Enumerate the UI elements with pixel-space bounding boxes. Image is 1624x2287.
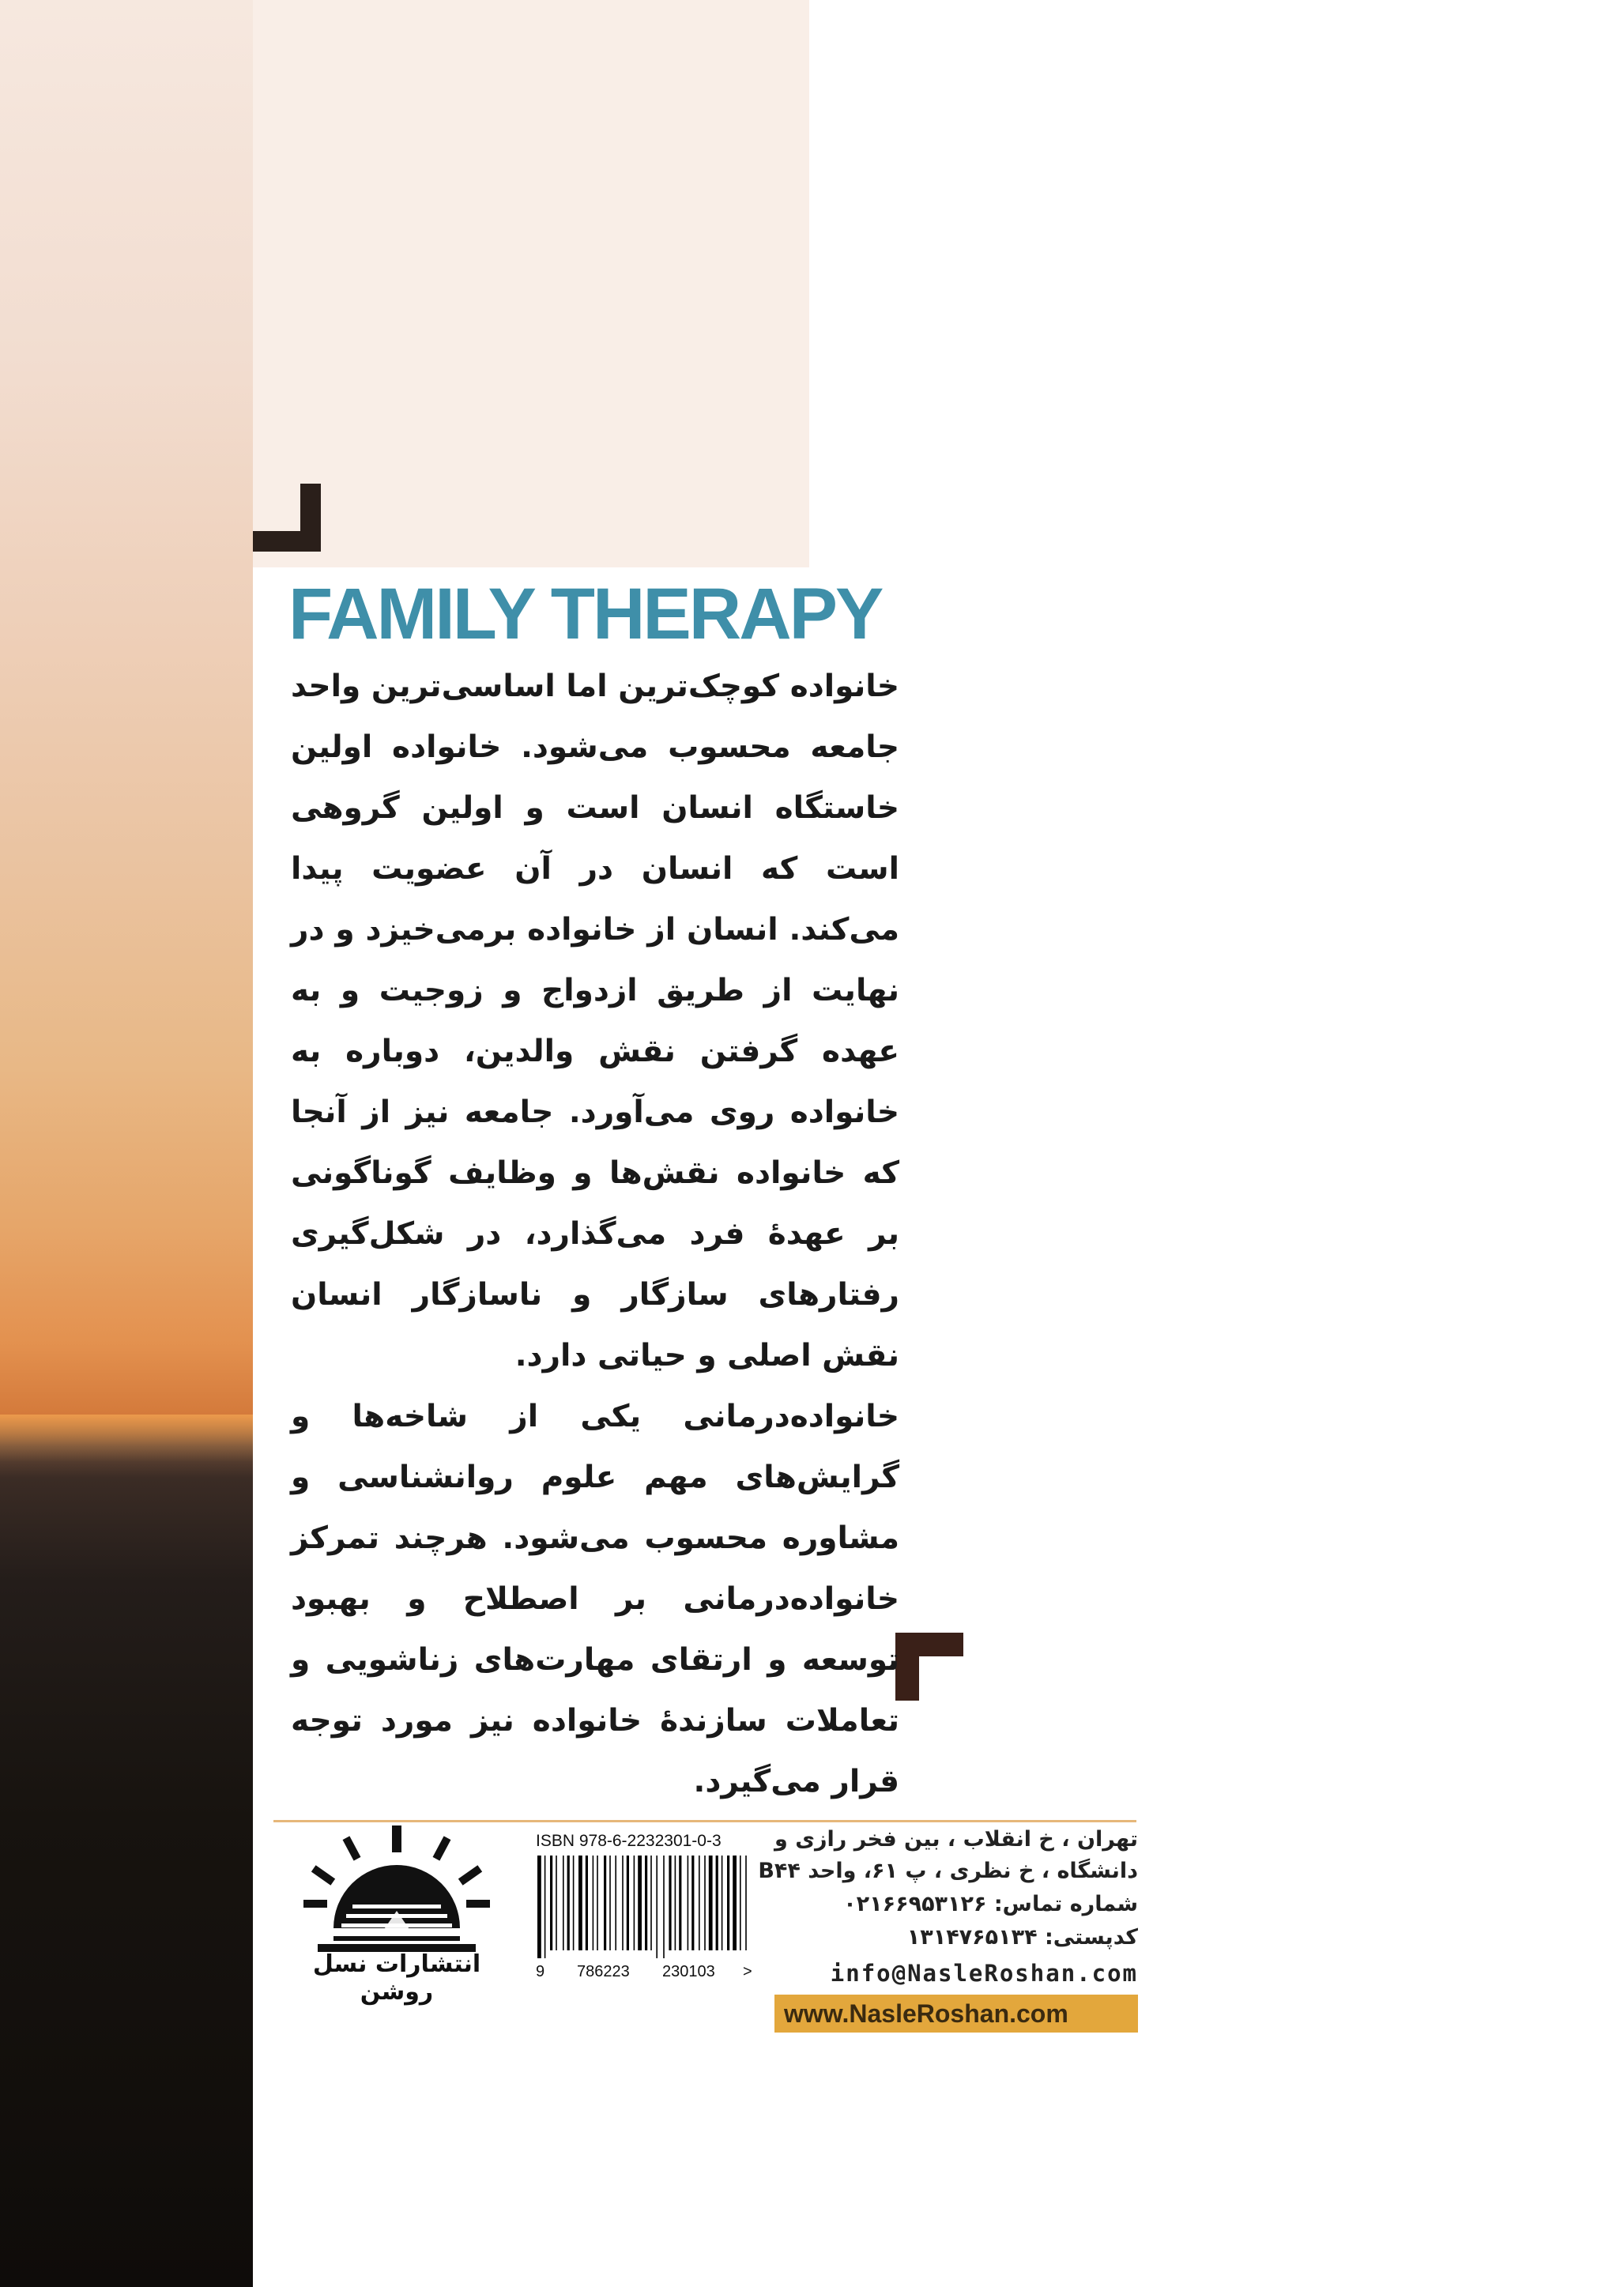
blurb-paragraph-1: خانواده کوچک‌ترین اما اساسی‌ترین واحد جامعه محسوب می‌شود. خانواده اولین خاستگاه انسان است و اولین گروهی است که انسان در آن عضویت پیدا می‌کند. انسان از خانواده برمی‌خیزد و در نهایت از طریق ازدواج و زوجیت و به عهده گرفتن نقش والدین، دوباره به خانواده روی می‌آورد. جامعه نیز از آنجا که خانواده نقش‌ها و وظایف گوناگونی بر عهدهٔ فرد می‌گذارد، در شکل‌گیری رفتارهای سازگار و ناسازگار انسان نقش اصلی و حیاتی دارد. [291,669,899,1373]
corner-bracket-bottom-right [895,1633,963,1701]
email-address: info@NasleRoshan.com [830,1960,1138,1987]
address-line-2: دانشگاه ، خ نظری ، پ ۶۱، واحد B۴۴ [758,1859,1138,1883]
top-panel [253,0,809,567]
phone-number: شماره تماس: ۰۲۱۶۶۹۵۳۱۲۶ [843,1892,1138,1916]
corner-bracket-top-left [253,484,321,552]
publisher-name: انتشارات نسل روشن [312,1950,481,2006]
isbn-label: ISBN 978-6-2232301-0-3 [536,1832,722,1850]
address-line-1: تهران ، خ انقلاب ، بین فخر رازی و [774,1827,1138,1852]
divider-line [273,1820,1136,1822]
book-title: FAMILY THERAPY [288,574,882,654]
barcode-digits-group-2: 230103 [662,1963,715,1980]
barcode-icon [534,1856,751,1958]
barcode-digit-last: > [743,1963,752,1980]
sunset-photo [0,0,253,2287]
postal-code: کدپستی: ۱۳۱۴۷۶۵۱۳۴ [906,1925,1138,1950]
barcode-digits-group-1: 786223 [577,1963,630,1980]
blurb-text [291,656,899,1812]
blurb-paragraph-2: خانواده‌درمانی یکی از شاخه‌ها و گرایش‌های مهم علوم روانشناسی و مشاوره محسوب می‌شود. هرچند تمرکز خانواده‌درمانی بر اصطلاح و بهبود توسعه و ارتقای مهارت‌های زناشویی و تعاملات سازندهٔ خانواده نیز مورد توجه قرار می‌گیرد. [291,1399,899,1799]
website-link[interactable]: www.NasleRoshan.com [774,1995,1138,2033]
barcode-digit-first: 9 [536,1963,545,1980]
